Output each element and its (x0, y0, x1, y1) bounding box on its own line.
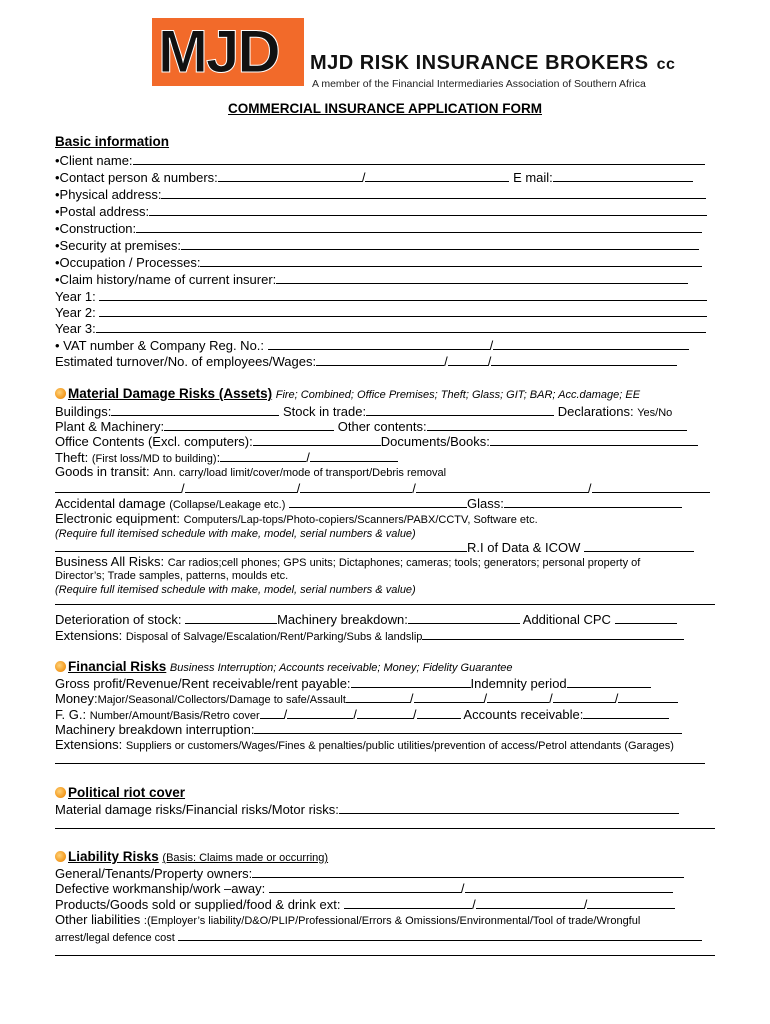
slash: / (306, 450, 310, 465)
slash: / (296, 481, 301, 496)
extensions-field[interactable] (422, 626, 684, 640)
general-field[interactable] (252, 864, 684, 878)
other-contents-field[interactable] (427, 417, 687, 431)
bar-schedule-field[interactable] (55, 604, 715, 605)
slash: / (483, 691, 488, 706)
email-field[interactable] (553, 168, 693, 182)
year2-label: Year 2: (55, 305, 96, 320)
political-row (55, 800, 679, 818)
fg-label: F. G.: (55, 707, 87, 722)
extensions-label: Extensions: (55, 737, 123, 752)
physical-field[interactable] (161, 185, 706, 199)
member-line: A member of the Financial Intermediaries Association of Southern Africa (312, 78, 646, 90)
machinery-field[interactable] (408, 610, 520, 624)
other-liabilities-field[interactable] (178, 927, 702, 941)
electronic-schedule-field[interactable] (55, 538, 467, 552)
liability-heading-note: (Basis: Claims made or occurring) (162, 852, 329, 864)
defective-label: Defective workmanship/work –away: (55, 881, 266, 896)
contact-label: •Contact person & numbers: (55, 170, 218, 185)
office-field[interactable] (253, 432, 381, 446)
orange-bullet-icon (55, 661, 66, 672)
theft-field-2[interactable] (310, 448, 398, 462)
git-label: Goods in transit: (55, 464, 150, 479)
orange-bullet-icon (55, 851, 66, 862)
theft-label: Theft: (55, 450, 89, 465)
products-label: Products/Goods sold or supplied/food & drink ext: (55, 897, 341, 912)
git-field-3[interactable] (300, 479, 412, 493)
contact-numbers-field[interactable] (365, 168, 509, 182)
defective-field-1[interactable] (269, 879, 461, 893)
financial-heading-note: Business Interruption; Accounts receivable; Money; Fidelity Guarantee (169, 662, 513, 674)
financial-extensions-field[interactable] (55, 763, 705, 764)
extensions-note: Disposal of Salvage/Escalation/Rent/Parking/Subs & landslip (125, 631, 423, 643)
yes-no-option[interactable]: Yes/No (637, 407, 673, 419)
other-liabilities-label: Other liabilities (55, 912, 141, 927)
money-field-5[interactable] (618, 689, 678, 703)
ri-data-label: R.I of Data & ICOW (467, 540, 581, 555)
git-field-5[interactable] (592, 479, 710, 493)
political-field[interactable] (339, 800, 679, 814)
year1-field[interactable] (99, 287, 707, 301)
security-field[interactable] (181, 236, 699, 250)
gross-field[interactable] (351, 674, 471, 688)
slash: / (487, 354, 492, 369)
slash: / (614, 691, 619, 706)
defective-field-2[interactable] (465, 879, 673, 893)
office-label: Office Contents (Excl. computers): (55, 434, 253, 449)
accounts-field[interactable] (583, 705, 669, 719)
slash: / (549, 691, 553, 706)
physical-row (55, 185, 706, 203)
security-row (55, 236, 699, 254)
financial-heading: Financial Risks (68, 659, 167, 674)
turnover-row (55, 352, 677, 370)
postal-row (55, 202, 707, 220)
email-label: E mail: (513, 170, 553, 185)
slash: / (283, 707, 288, 722)
slash: / (412, 707, 417, 722)
political-heading: Political riot cover (68, 785, 186, 800)
year3-label: Year 3: (55, 321, 96, 336)
contact-row (55, 168, 693, 186)
deterioration-field[interactable] (185, 610, 277, 624)
money-field-2[interactable] (414, 689, 484, 703)
client-name-label: •Client name: (55, 153, 133, 168)
political-label: Material damage risks/Financial risks/Motor risks: (55, 802, 339, 817)
cpc-label: Additional CPC (522, 612, 611, 627)
other-liabilities-note-2: arrest/legal defence cost (55, 932, 175, 944)
require-schedule-note: (Require full itemised schedule with make, model, serial numbers & value) (55, 528, 416, 540)
turnover-label: Estimated turnover/No. of employees/Wages: (55, 354, 317, 369)
material-extensions-row (55, 626, 684, 646)
liability-heading: Liability Risks (68, 849, 159, 864)
money-field-1[interactable] (346, 689, 410, 703)
fg-field-2[interactable] (287, 705, 353, 719)
plant-label: Plant & Machinery: (55, 419, 165, 434)
accidental-label: Accidental damage (55, 496, 166, 511)
orange-bullet-icon (55, 787, 66, 798)
claims-row (55, 270, 688, 288)
slash: / (587, 481, 592, 496)
bar-note: Car radios;cell phones; GPS units; Dictaphones; cameras; tools; generators; personal property of (167, 557, 641, 569)
cpc-field[interactable] (615, 610, 677, 624)
basic-heading: Basic information (55, 134, 170, 149)
slash: / (444, 354, 448, 369)
git-field-1[interactable] (55, 479, 181, 493)
bar-label: Business All Risks: (55, 554, 165, 569)
claims-label: •Claim history/name of current insurer: (55, 272, 277, 287)
slash: / (583, 897, 588, 912)
other-liabilities-row-2 (55, 927, 702, 947)
slash: / (412, 481, 416, 496)
slash: / (489, 338, 494, 353)
require2-row (55, 580, 416, 599)
git-note: Ann. carry/load limit/cover/mode of transport/Debris removal (153, 467, 447, 479)
company-name (310, 52, 675, 75)
money-note: Major/Seasonal/Collectors/Damage to safe/Assault (97, 694, 346, 706)
wages-field[interactable] (491, 352, 677, 366)
plant-field[interactable] (164, 417, 334, 431)
year2-field[interactable] (99, 303, 707, 317)
indemnity-label: Indemnity period (470, 676, 567, 691)
other-contents-label: Other contents: (337, 419, 427, 434)
declarations-label: Declarations: (557, 404, 634, 419)
occupation-row (55, 253, 702, 271)
accidental-field[interactable] (289, 494, 467, 508)
physical-label: •Physical address: (55, 187, 162, 202)
client-name-row (55, 151, 705, 169)
political-field-2[interactable] (55, 828, 715, 829)
slash: / (353, 707, 357, 722)
vat-field[interactable] (268, 336, 490, 350)
machinery-label: Machinery breakdown: (277, 612, 408, 627)
slash: / (472, 897, 476, 912)
slash: / (460, 881, 465, 896)
theft-field-1[interactable] (220, 448, 306, 462)
theft-row: Theft: (First loss/MD to building): / (55, 448, 398, 468)
extensions-label: Extensions: (55, 628, 123, 643)
political-heading-row (55, 784, 185, 801)
fg-field-1[interactable] (260, 705, 284, 719)
extensions-note: Suppliers or customers/Wages/Fines & penalties/public utilities/prevention of access/Petrol attendants (Garages) (125, 740, 674, 752)
buildings-field[interactable] (111, 402, 279, 416)
products-field-3[interactable] (587, 895, 675, 909)
accidental-note: (Collapse/Leakage etc.) (169, 499, 286, 511)
occupation-label: •Occupation / Processes: (55, 255, 201, 270)
occupation-field[interactable] (200, 253, 702, 267)
money-label: Money: (55, 691, 98, 706)
contact-person-field[interactable] (218, 168, 362, 182)
glass-field[interactable] (504, 494, 682, 508)
fg-field-3[interactable] (357, 705, 413, 719)
mbi-label: Machinery breakdown interruption: (55, 722, 255, 737)
material-heading-note: Fire; Combined; Office Premises; Theft; Glass; GIT; BAR; Acc.damage; EE (275, 389, 641, 401)
company-name-text: MJD RISK INSURANCE BROKERS (310, 52, 649, 74)
other-liabilities-note: :(Employer’s liability/D&O/PLIP/Professional/Errors & Omissions/Environmental/Tool of trade/Wrongful (143, 915, 641, 927)
company-suffix: cc (656, 56, 676, 73)
slash: / (361, 170, 366, 185)
theft-note: (First loss/MD to building) (91, 453, 217, 465)
claims-field[interactable] (276, 270, 688, 284)
git-field-4[interactable] (416, 479, 588, 493)
general-label: General/Tenants/Property owners: (55, 866, 253, 881)
ri-data-field[interactable] (584, 538, 694, 552)
vat-label: • VAT number & Company Reg. No.: (55, 338, 265, 353)
git-field-2[interactable] (185, 479, 297, 493)
company-reg-field[interactable] (493, 336, 689, 350)
turnover-field[interactable] (316, 352, 444, 366)
postal-label: •Postal address: (55, 204, 150, 219)
products-field-2[interactable] (476, 895, 584, 909)
client-name-field[interactable] (133, 151, 705, 165)
require-schedule-note-2: (Require full itemised schedule with make, model, serial numbers & value) (55, 584, 416, 596)
stock-label: Stock in trade: (283, 404, 367, 419)
indemnity-field[interactable] (567, 674, 651, 688)
material-heading: Material Damage Risks (Assets) (68, 386, 273, 401)
form-title: COMMERCIAL INSURANCE APPLICATION FORM (228, 101, 542, 116)
electronic-label: Electronic equipment: (55, 511, 181, 526)
products-field-1[interactable] (344, 895, 472, 909)
postal-field[interactable] (149, 202, 707, 216)
buildings-label: Buildings: (55, 404, 112, 419)
mbi-field[interactable] (254, 720, 682, 734)
slash: / (409, 691, 414, 706)
fg-note: Number/Amount/Basis/Retro cover (89, 710, 260, 722)
construction-label: •Construction: (55, 221, 137, 236)
documents-field[interactable] (490, 432, 698, 446)
mjd-logo (152, 18, 304, 86)
other-liabilities-field-2[interactable] (55, 955, 715, 956)
security-label: •Security at premises: (55, 238, 181, 253)
gross-label: Gross profit/Revenue/Rent receivable/rent payable: (55, 676, 351, 691)
fg-field-4[interactable] (417, 705, 461, 719)
year3-field[interactable] (96, 319, 706, 333)
financial-extensions-row (55, 736, 674, 755)
money-field-4[interactable] (553, 689, 615, 703)
year3-row (55, 319, 706, 337)
construction-row (55, 219, 702, 237)
orange-bullet-icon (55, 388, 66, 399)
stock-field[interactable] (366, 402, 554, 416)
documents-label: Documents/Books: (380, 434, 490, 449)
year1-label: Year 1: (55, 289, 96, 304)
construction-field[interactable] (136, 219, 702, 233)
accounts-label: Accounts receivable: (463, 707, 584, 722)
bar-note-2: Director’s; Trade samples, patterns, moulds etc. (55, 570, 289, 582)
glass-label: Glass: (467, 496, 504, 511)
electronic-note: Computers/Lap-tops/Photo-copiers/Scanners/PABX/CCTV, Software etc. (183, 514, 538, 526)
money-field-3[interactable] (487, 689, 549, 703)
logo-letters: MJD (158, 18, 279, 85)
employees-field[interactable] (448, 352, 488, 366)
deterioration-label: Deterioration of stock: (55, 612, 182, 627)
slash: / (181, 481, 185, 496)
